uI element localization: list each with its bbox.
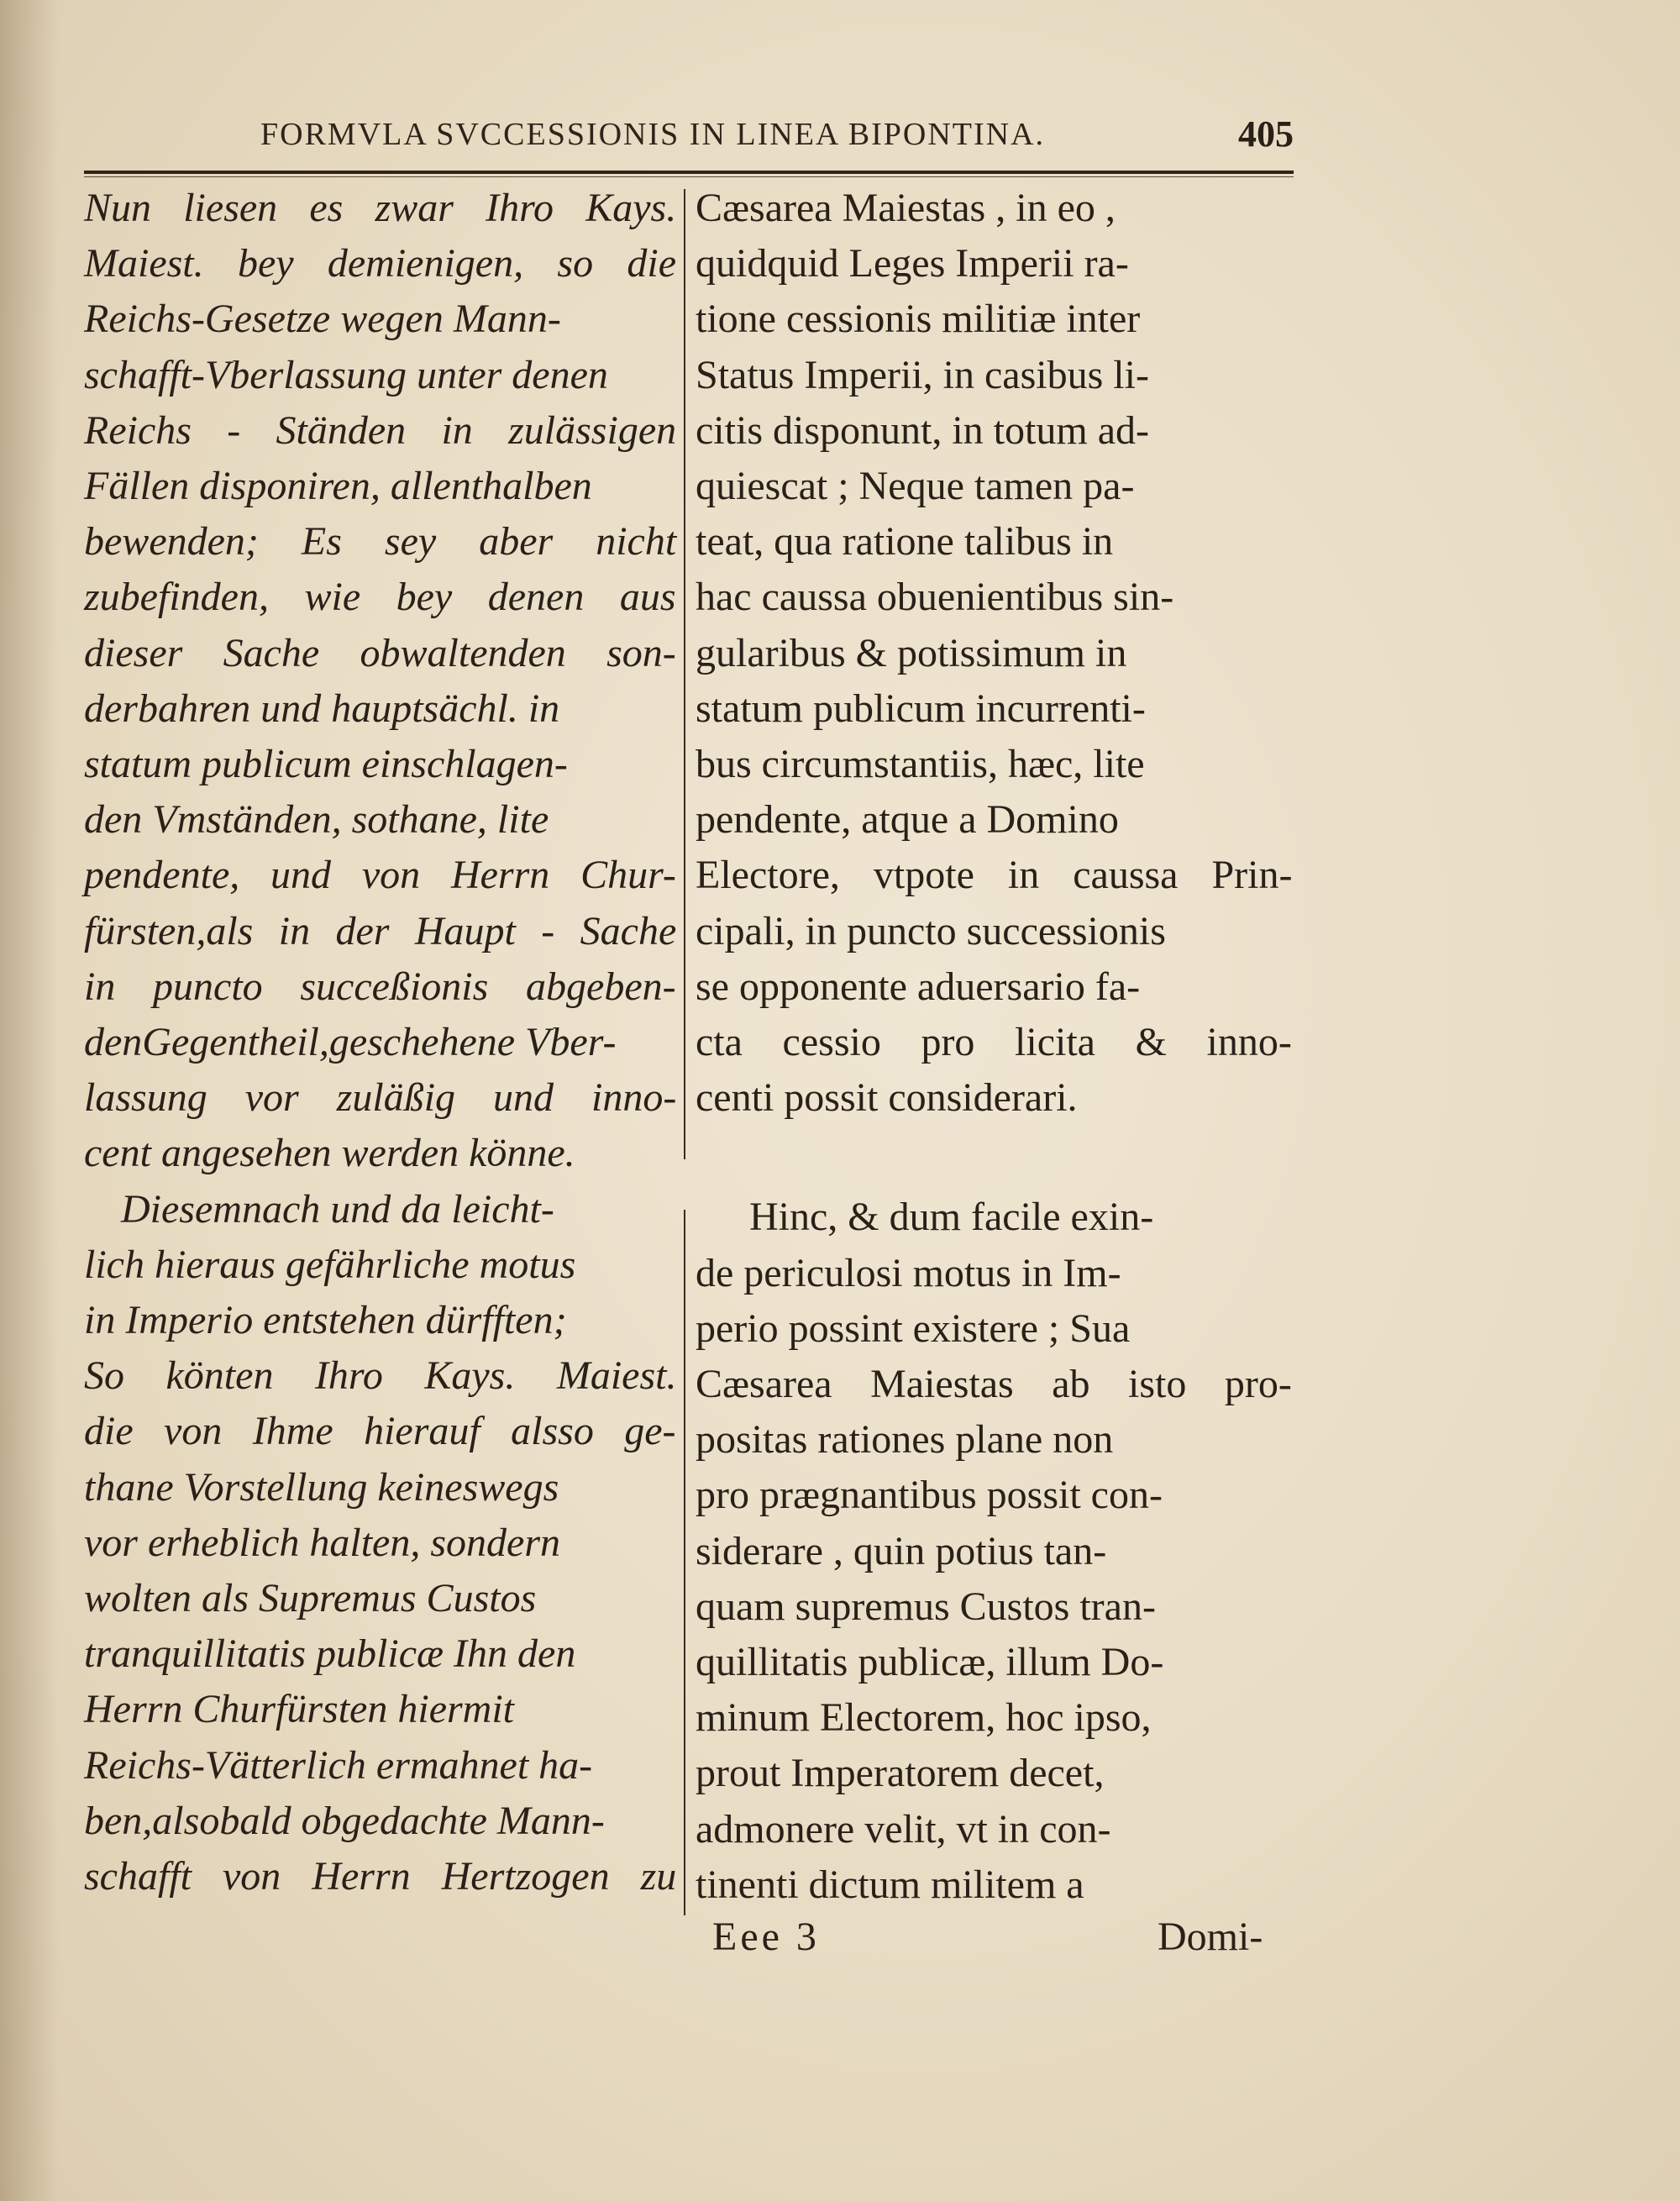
text-line: lassung vor zuläßig und inno- [84, 1075, 677, 1121]
text-line: Herrn Churfürsten hiermit [84, 1687, 515, 1732]
text-line: quillitatis publicæ, illum Do- [696, 1640, 1164, 1684]
text-line: Electore, vtpote in caussa Prin- [696, 853, 1293, 898]
running-title: FORMVLA SVCCESSIONIS IN LINEA BIPONTINA. [260, 117, 1046, 152]
signature-mark: Eee 3 [712, 1915, 820, 1959]
text-line: zubefinden, wie bey denen aus [84, 575, 676, 620]
text-line: Reichs - Ständen in zulässigen [84, 407, 677, 453]
text-line: fürsten,als in der Haupt - Sache [84, 908, 677, 953]
text-line: derbahren und hauptsächl. in [84, 686, 560, 731]
text-line: Cæsarea Maiestas , in eo , [696, 186, 1116, 230]
text-line: Diesemnach und da leicht- [121, 1186, 554, 1232]
text-line: bewenden; Es sey aber nicht [84, 519, 677, 565]
header-rule [84, 171, 1294, 174]
text-line: statum publicum einschlagen- [84, 742, 568, 786]
text-line: ben,alsobald obgedachte Mann- [84, 1798, 605, 1843]
page-number: 405 [1238, 113, 1294, 155]
text-line: pendente, atque a Domino [696, 797, 1119, 843]
text-line: positas rationes plane non [696, 1417, 1114, 1463]
text-line: quam supremus Custos tran- [696, 1584, 1156, 1629]
text-line: pro prægnantibus possit con- [696, 1473, 1163, 1518]
text-line: Fällen disponiren, allenthalben [84, 464, 592, 508]
text-line: quiescat ; Neque tamen pa- [696, 464, 1135, 508]
text-line: Cæsarea Maiestas ab isto pro- [696, 1362, 1292, 1406]
text-line: statum publicum incurrenti- [696, 686, 1146, 731]
text-line: cta cessio pro licita & inno- [696, 1020, 1292, 1064]
text-line: die von Ihme hierauf alsso ge- [84, 1409, 676, 1454]
text-line: Reichs-Vätterlich ermahnet ha- [84, 1742, 593, 1788]
text-line: perio possint existere ; Sua [696, 1305, 1131, 1351]
text-line: hac caussa obuenientibus sin- [696, 575, 1174, 620]
text-line: tinenti dictum militem a [696, 1862, 1084, 1907]
text-line: siderare , quin potius tan- [696, 1528, 1107, 1573]
text-line: lich hieraus gefährliche motus [84, 1242, 576, 1287]
gutter-shadow [0, 0, 59, 2201]
text-line: Reichs-Gesetze wegen Mann- [84, 297, 561, 342]
text-line: tione cessionis militiæ inter [696, 297, 1141, 342]
text-line: Maiest. bey demienigen, so die [84, 241, 677, 286]
text-line: citis disponunt, in totum ad- [696, 407, 1149, 453]
text-line: denGegentheil,geschehene Vber- [84, 1020, 617, 1064]
text-line: teat, qua ratione talibus in [696, 519, 1114, 565]
text-line: centi possit considerari. [696, 1075, 1078, 1121]
text-line: admonere velit, vt in con- [696, 1806, 1111, 1852]
text-line: in Imperio entstehen dürfften; [84, 1298, 567, 1342]
catchword: Domi- [1158, 1915, 1263, 1959]
text-line: se opponente aduersario fa- [696, 964, 1141, 1009]
text-line: pendente, und von Herrn Chur- [84, 853, 676, 898]
text-line: wolten als Supremus Custos [84, 1576, 537, 1621]
text-line: So könten Ihro Kays. Maiest. [84, 1353, 677, 1399]
text-line: thane Vorstellung keineswegs [84, 1464, 559, 1510]
text-line: den Vmständen, sothane, lite [84, 797, 549, 843]
text-line: bus circumstantiis, hæc, lite [696, 742, 1145, 786]
text-line: vor erheblich halten, sondern [84, 1520, 561, 1565]
text-line: cipali, in puncto successionis [696, 908, 1166, 953]
column-divider-upper [684, 189, 685, 1159]
text-line: dieser Sache obwaltenden son- [84, 630, 676, 675]
text-line: de periculosi motus in Im- [696, 1250, 1121, 1295]
column-divider-lower [684, 1210, 685, 1915]
text-line: schafft von Herrn Hertzogen zu [84, 1854, 677, 1899]
text-line: Status Imperii, in casibus li- [696, 352, 1149, 397]
text-line: prout Imperatorem decet, [696, 1751, 1105, 1796]
text-line: cent angesehen werden könne. [84, 1131, 575, 1176]
text-line: gularibus & potissimum in [696, 630, 1127, 675]
text-line: schafft-Vberlassung unter denen [84, 352, 608, 397]
page-header [84, 109, 1294, 160]
text-line: quidquid Leges Imperii ra- [696, 241, 1129, 286]
text-line: tranquillitatis publicæ Ihn den [84, 1631, 576, 1677]
header-rule-thin [84, 176, 1294, 177]
text-line: Hinc, & dum facile exin- [749, 1195, 1154, 1240]
text-line: minum Electorem, hoc ipso, [696, 1695, 1152, 1741]
text-line: in puncto succeßionis abgeben- [84, 964, 676, 1009]
text-line: Nun liesen es zwar Ihro Kays. [84, 186, 677, 230]
